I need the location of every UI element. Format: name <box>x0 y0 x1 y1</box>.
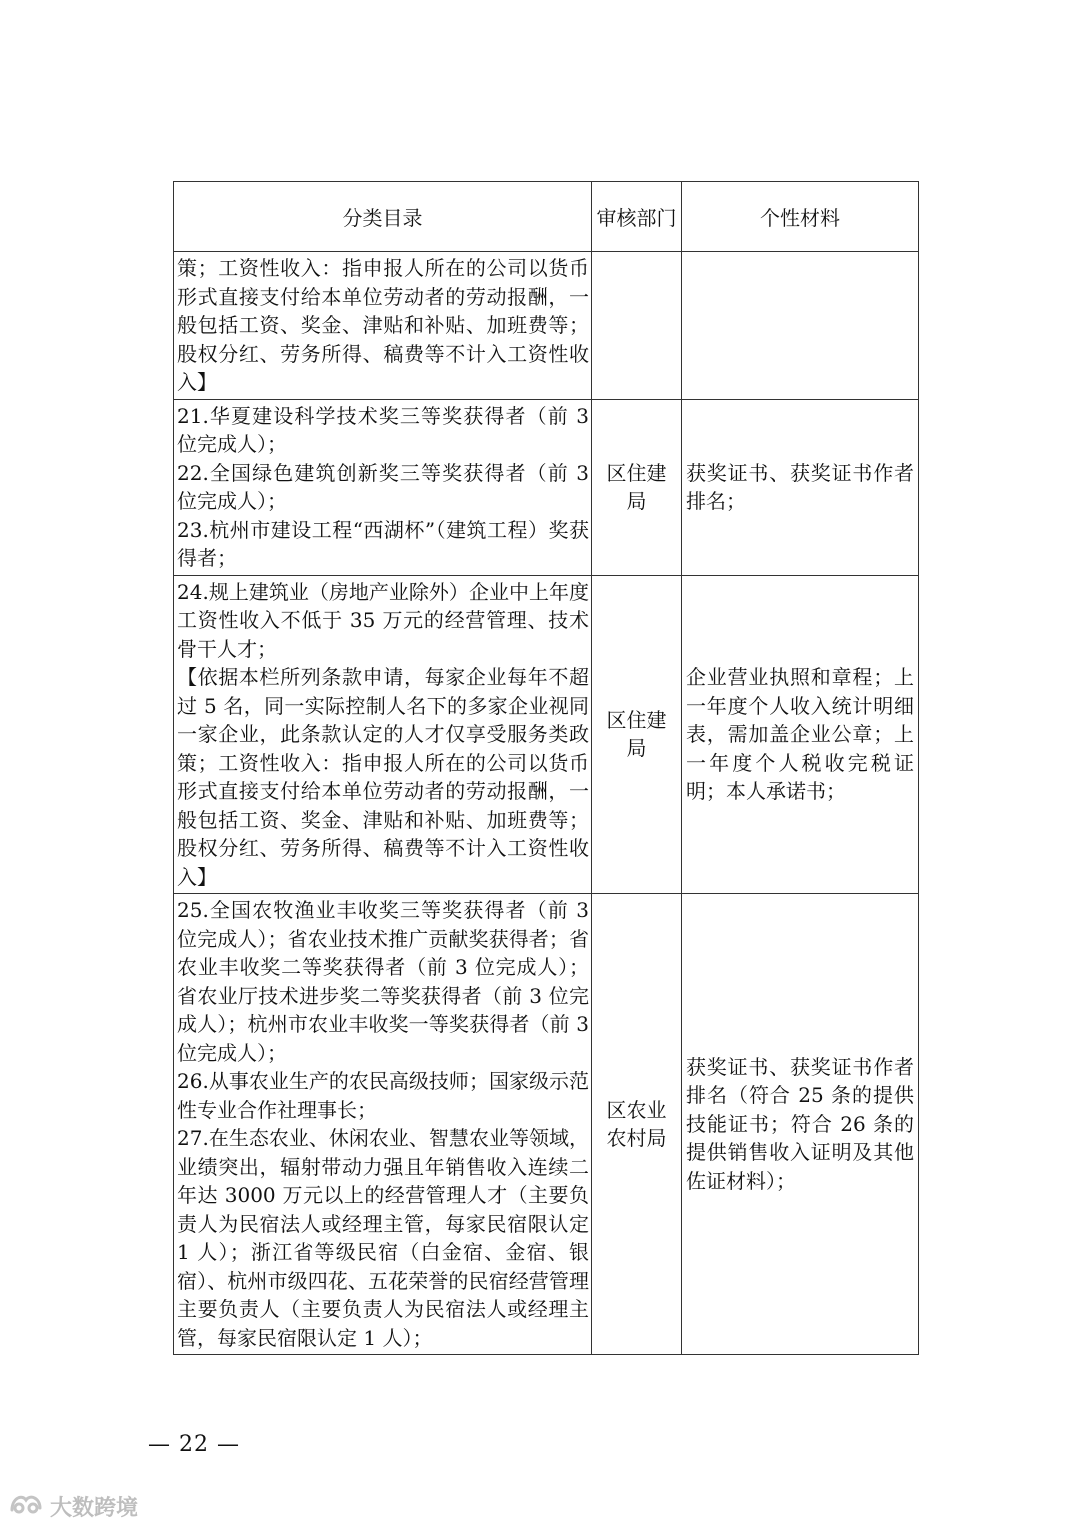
table-row <box>174 894 919 1355</box>
materials-cell <box>682 252 919 400</box>
category-text: 23.杭州市建设工程“西湖杯”（建筑工程）奖获得者； <box>177 517 589 570</box>
materials-cell: 获奖证书、获奖证书作者排名； <box>682 399 919 575</box>
category-text: 27.在生态农业、休闲农业、智慧农业等领域，业绩突出，辐射带动力强且年销售收入连续二年达 3000 万元以上的经营管理人才（主要负责人为民宿法人或经理主管，每家民宿限认定 1 人）；浙江省等级民宿（白金宿、金宿、银宿）、杭州市级四花、五花荣誉的民宿经营管理主要负责人（主要负责人为民宿法人或经理主管，每家民宿限认定 1 人）； <box>177 1126 589 1350</box>
department-cell: 区住建局 <box>592 399 682 575</box>
watermark-text: 大数跨境 <box>50 1495 139 1521</box>
category-cell <box>174 894 592 1355</box>
category-cell <box>174 575 592 894</box>
page-number: — 22 — <box>148 1432 240 1457</box>
watermark-logo-icon <box>8 1490 44 1522</box>
category-text: 22.全国绿色建筑创新奖三等奖获得者（前 3 位完成人）； <box>177 460 589 513</box>
table-row <box>174 575 919 894</box>
department-cell: 区住建局 <box>592 575 682 894</box>
category-text: 25.全国农牧渔业丰收奖三等奖获得者（前 3 位完成人）；省农业技术推广贡献奖获得者；省农业丰收奖二等奖获得者（前 3 位完成人）；省农业厅技术进步奖二等奖获得者（前 3 位完成人）；杭州市农业丰收奖一等奖获得者（前 3 位完成人）； <box>177 898 589 1065</box>
category-text: 24.规上建筑业（房地产业除外）企业中上年度工资性收入不低于 35 万元的经营管理、技术骨干人才； <box>177 579 589 661</box>
policy-table <box>173 181 919 1355</box>
materials-cell: 获奖证书、获奖证书作者排名（符合 25 条的提供技能证书；符合 26 条的提供销售收入证明及其他佐证材料）； <box>682 894 919 1355</box>
department-cell <box>592 252 682 400</box>
table-row <box>174 399 919 575</box>
header-department: 审核部门 <box>592 182 682 252</box>
category-cell <box>174 399 592 575</box>
header-materials: 个性材料 <box>682 182 919 252</box>
category-cell <box>174 252 592 400</box>
category-text: 【依据本栏所列条款申请，每家企业每年不超过 5 名，同一实际控制人名下的多家企业视同一家企业，此条款认定的人才仅享受服务类政策；工资性收入：指申报人所在的公司以货币形式直接支付给本单位劳动者的劳动报酬，一般包括工资、奖金、津贴和补贴、加班费等；股权分红、劳务所得、稿费等不计入工资性收入】 <box>177 665 589 889</box>
table-header-row <box>174 182 919 252</box>
materials-cell: 企业营业执照和章程；上一年度个人收入统计明细表，需加盖企业公章；上一年度个人税收完税证明；本人承诺书； <box>682 575 919 894</box>
department-cell: 区农业农村局 <box>592 894 682 1355</box>
header-category: 分类目录 <box>174 182 592 252</box>
table-row <box>174 252 919 400</box>
category-text: 策；工资性收入：指申报人所在的公司以货币形式直接支付给本单位劳动者的劳动报酬，一般包括工资、奖金、津贴和补贴、加班费等；股权分红、劳务所得、稿费等不计入工资性收入】 <box>177 256 589 394</box>
category-text: 26.从事农业生产的农民高级技师；国家级示范性专业合作社理事长； <box>177 1069 589 1122</box>
watermark <box>8 1490 138 1522</box>
category-text: 21.华夏建设科学技术奖三等奖获得者（前 3 位完成人）； <box>177 403 589 456</box>
